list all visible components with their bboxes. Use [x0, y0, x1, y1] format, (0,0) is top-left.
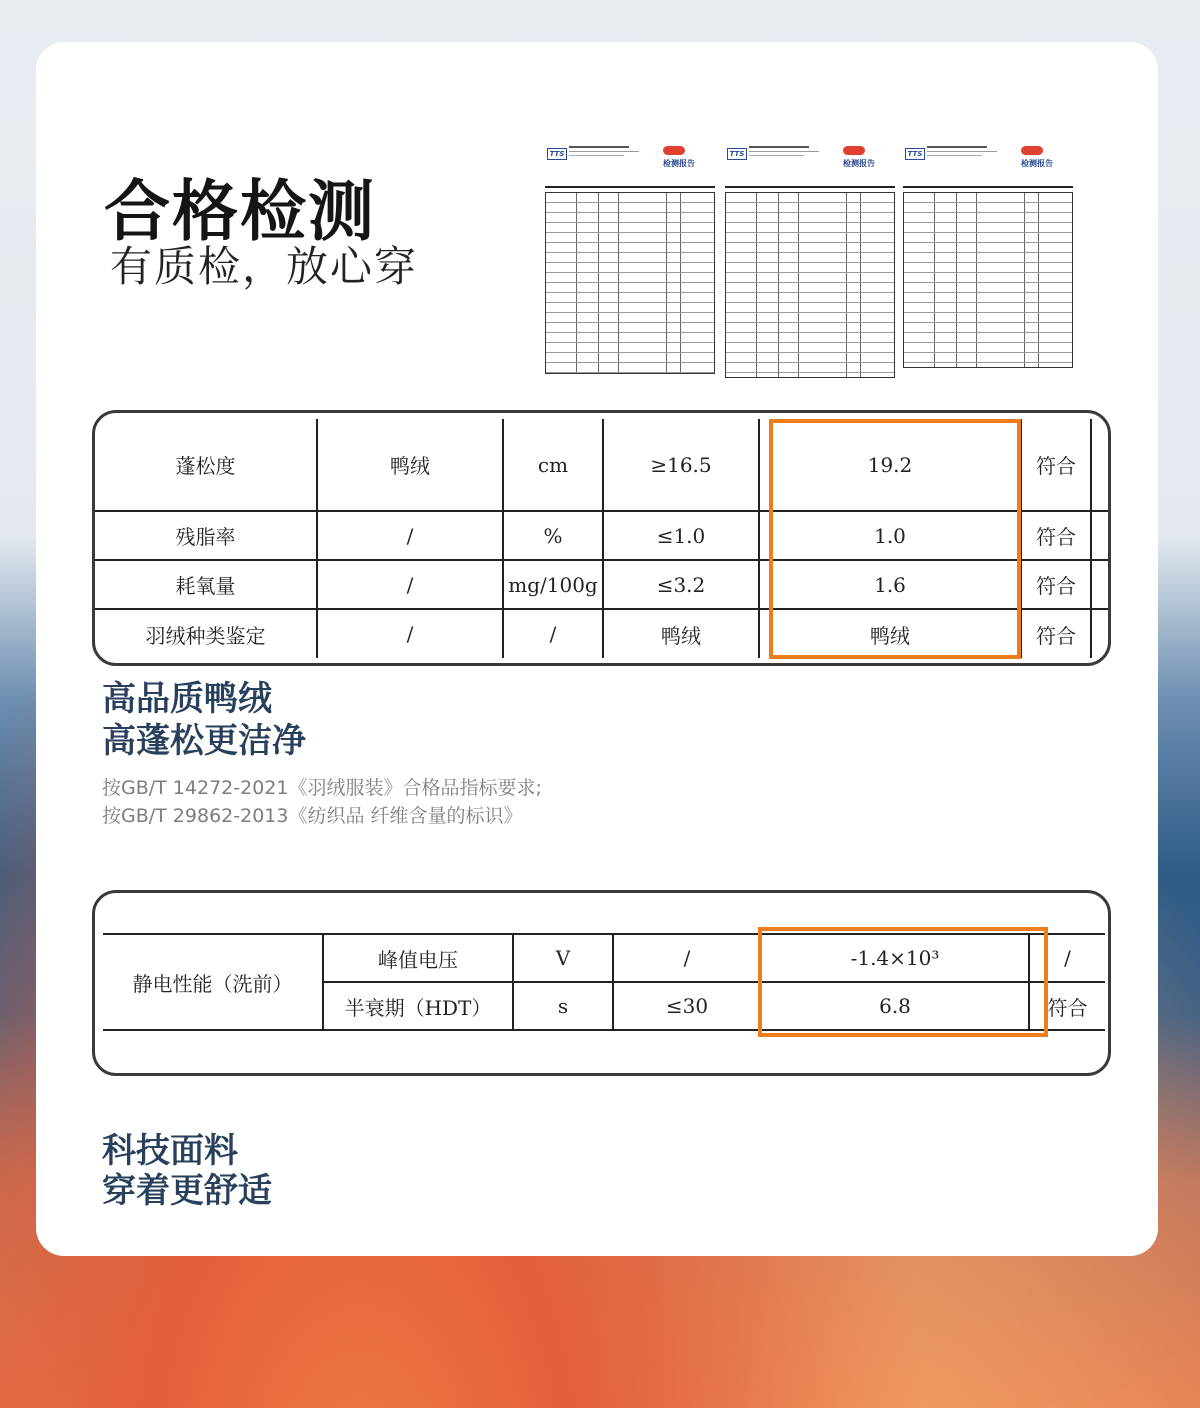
item-cell: 峰值电压 [323, 934, 513, 982]
tts-logo: TTS [547, 148, 567, 160]
report-table-preview [725, 192, 895, 378]
item-cell: 蓬松度 [95, 419, 317, 511]
standard-note-line2: 按GB/T 29862-2013《纺织品 纤维含量的标识》 [102, 805, 523, 827]
tts-logo: TTS [727, 148, 747, 160]
section-heading-line2: 穿着更舒适 [102, 1171, 272, 1211]
type-cell: / [317, 609, 503, 658]
unit-cell: V [513, 934, 613, 982]
requirement-cell: 鸭绒 [603, 609, 759, 658]
group-cell: 静电性能（洗前） [103, 934, 323, 1030]
report-label: 检测报告 [663, 159, 695, 168]
result-cell: 6.8 [761, 982, 1029, 1030]
type-cell: / [317, 560, 503, 609]
unit-cell: cm [503, 419, 603, 511]
verdict-cell: 符合 [1021, 609, 1091, 658]
requirement-cell: ≤3.2 [603, 560, 759, 609]
item-cell: 羽绒种类鉴定 [95, 609, 317, 658]
page-subtitle: 有质检，放心穿 [110, 242, 419, 291]
requirement-cell: ≤30 [613, 982, 761, 1030]
verdict-cell: 符合 [1029, 982, 1105, 1030]
verdict-cell: 符合 [1021, 419, 1091, 511]
requirement-cell: ≥16.5 [603, 419, 759, 511]
verdict-cell: 符合 [1021, 511, 1091, 560]
result-cell: 19.2 [759, 419, 1021, 511]
result-highlight-box [758, 927, 1048, 1037]
report-label: 检测报告 [1021, 159, 1053, 168]
result-cell: 1.6 [759, 560, 1021, 609]
section-heading-line1: 科技面料 [102, 1131, 238, 1171]
unit-cell: % [503, 511, 603, 560]
report-table-preview [545, 192, 715, 374]
item-cell: 残脂率 [95, 511, 317, 560]
report-thumbnail-1 [545, 142, 715, 374]
cma-stamp-icon [1021, 146, 1043, 155]
result-cell: 1.0 [759, 511, 1021, 560]
unit-cell: mg/100g [503, 560, 603, 609]
cma-stamp-icon [843, 146, 865, 155]
unit-cell: s [513, 982, 613, 1030]
requirement-cell: / [613, 934, 761, 982]
report-label: 检测报告 [843, 159, 875, 168]
result-cell: -1.4×10³ [761, 934, 1029, 982]
section-heading-line1: 高品质鸭绒 [102, 679, 272, 719]
report-table-preview [903, 192, 1073, 368]
cma-stamp-icon [663, 146, 685, 155]
verdict-cell: 符合 [1021, 560, 1091, 609]
item-cell: 半衰期（HDT） [323, 982, 513, 1030]
unit-cell: / [503, 609, 603, 658]
type-cell: 鸭绒 [317, 419, 503, 511]
item-cell: 耗氧量 [95, 560, 317, 609]
verdict-cell: / [1029, 934, 1105, 982]
result-cell: 鸭绒 [759, 609, 1021, 658]
type-cell: / [317, 511, 503, 560]
standard-note [102, 774, 542, 830]
requirement-cell: ≤1.0 [603, 511, 759, 560]
standard-note-line1: 按GB/T 14272-2021《羽绒服装》合格品指标要求; [102, 777, 542, 799]
page-title: 合格检测 [104, 173, 376, 250]
result-highlight-box [769, 419, 1021, 659]
report-thumbnail-3 [903, 142, 1073, 368]
section-heading-line2: 高蓬松更洁净 [102, 721, 306, 761]
tts-logo: TTS [905, 148, 925, 160]
report-thumbnail-2 [725, 142, 895, 378]
